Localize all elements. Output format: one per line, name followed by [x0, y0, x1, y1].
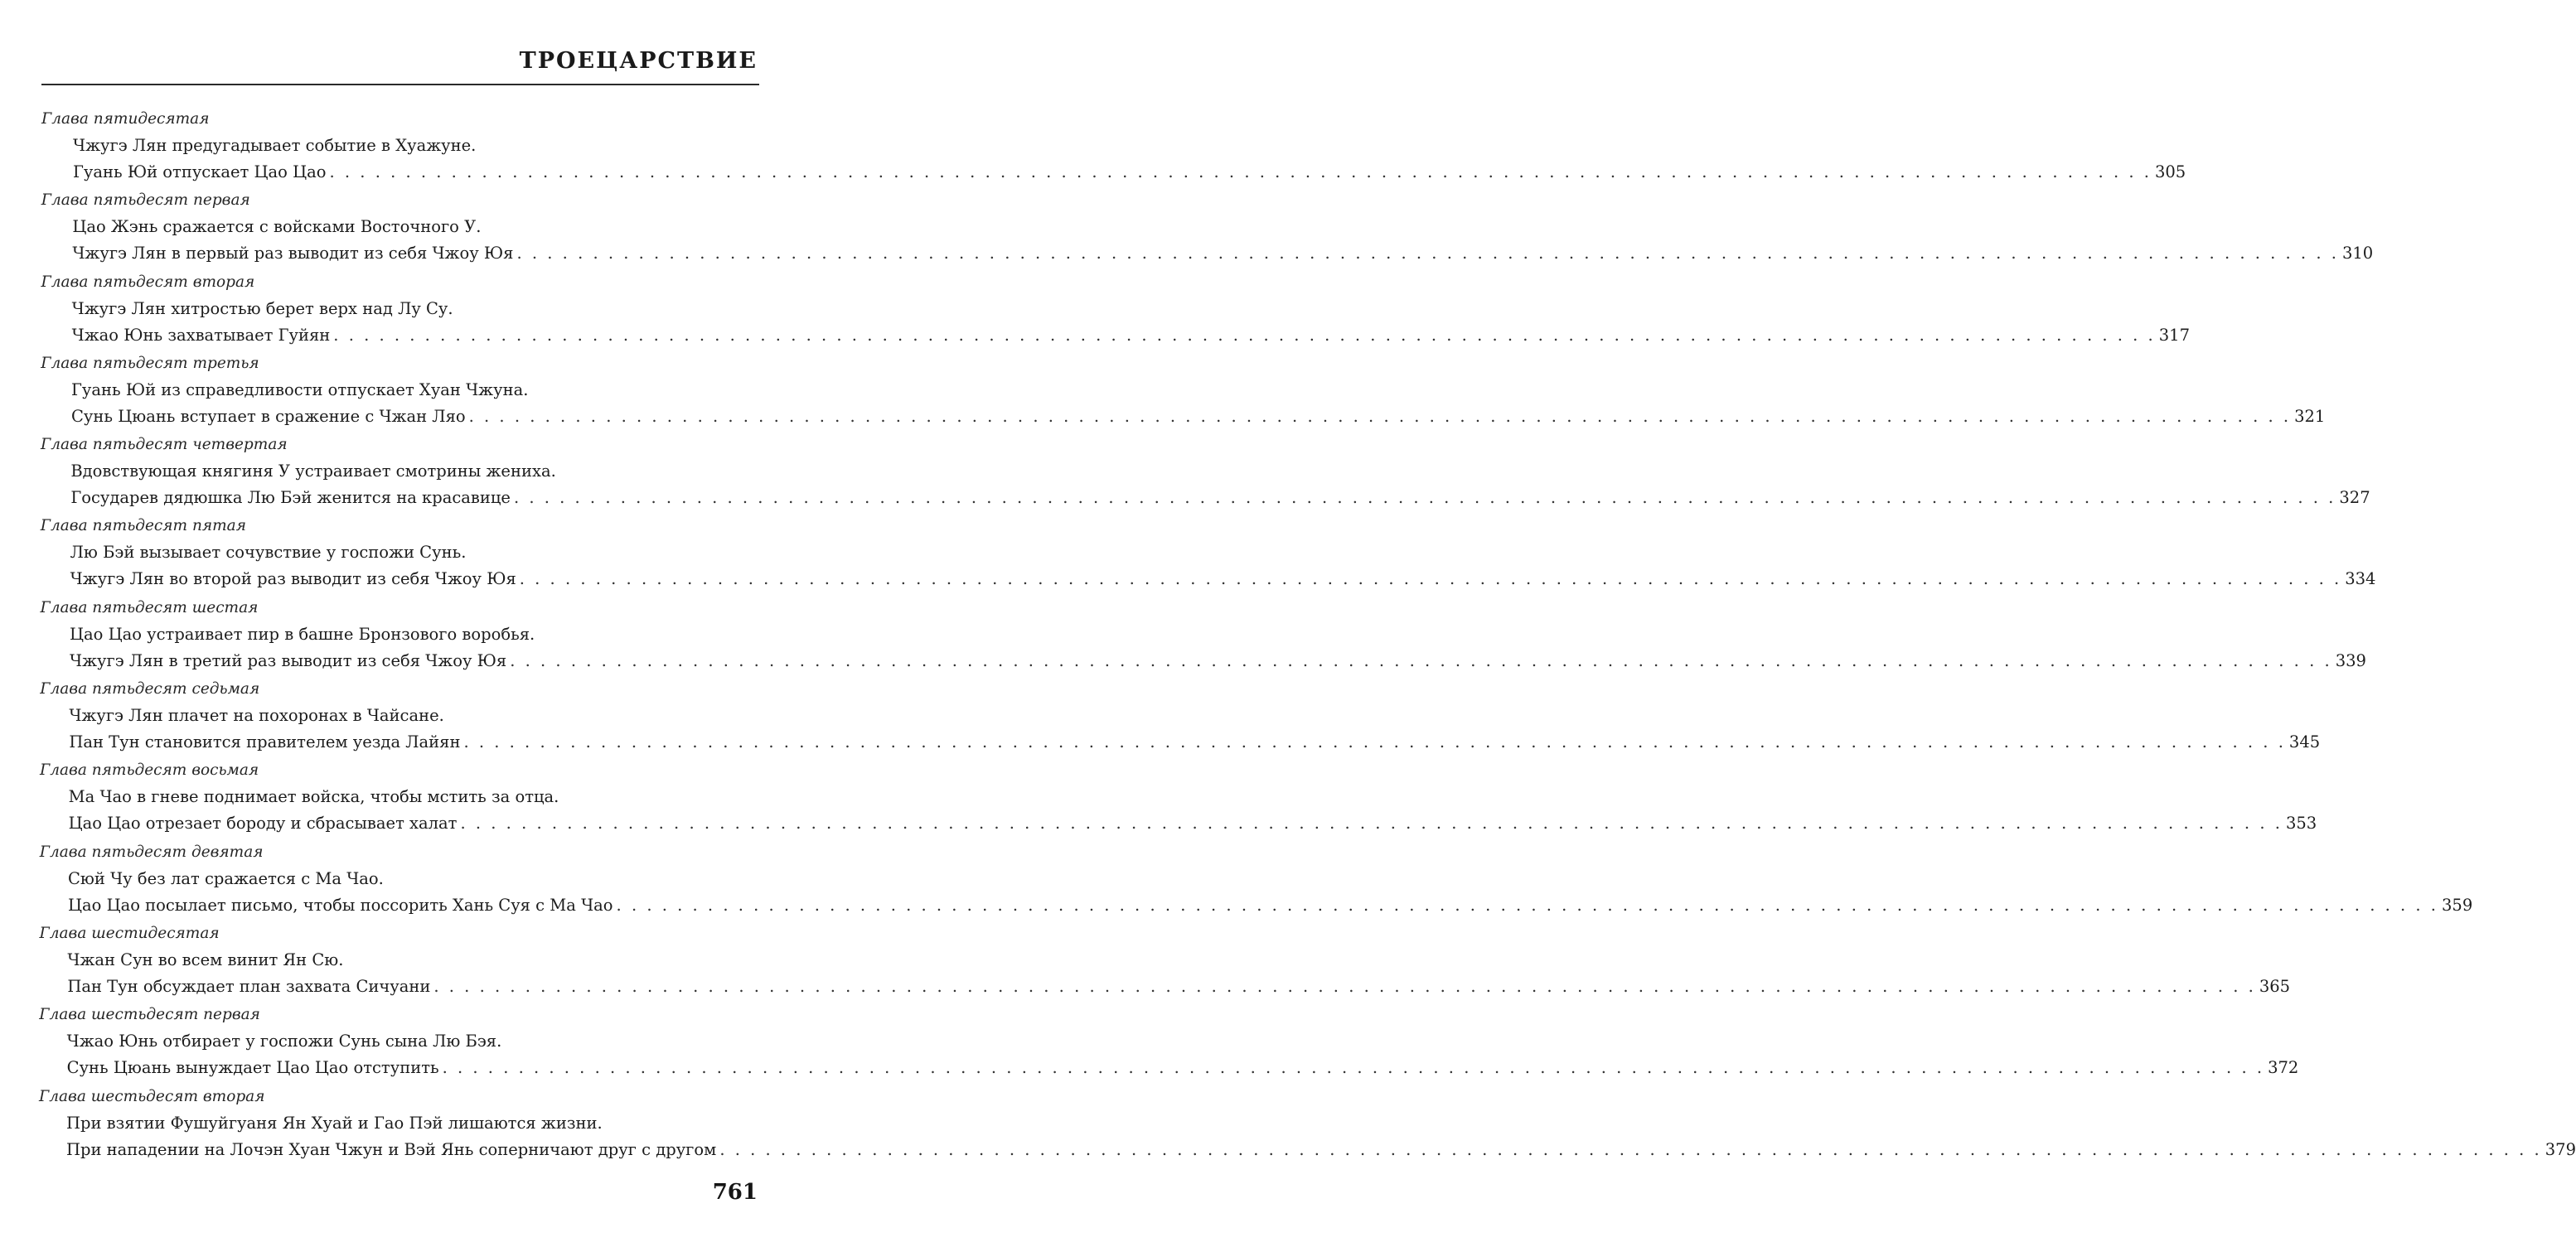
- chapter-title: Глава пятьдесят первая: [41, 191, 250, 210]
- chapter-page-number: 327: [2339, 488, 2370, 508]
- dot-leader: . . . . . . . . . . . . . . . . . . . . . . . . . . . . . . . . . . . . . . . . . . . . . . . . . . . . . . . . . . . . . . . . . . . . . . . . . . . . . . . . . . . . . . . . . . . . . . . . . . . . . . . . . . . . . . . . . . . . . . . .: [616, 895, 2438, 915]
- chapter-subtitle-line: При взятии Фушуйгуаня Ян Хуай и Гао Пэй лишаются жизни.: [66, 1113, 603, 1133]
- chapter-entry-line: [68, 892, 2473, 919]
- toc-entry: [0, 350, 2326, 432]
- chapter-entry-line: [71, 404, 2326, 430]
- toc-entry: [0, 269, 2190, 350]
- chapter-title: Глава пятьдесят вторая: [41, 273, 255, 291]
- chapter-page-number: 379: [2545, 1139, 2576, 1159]
- chapter-title: Глава шестьдесят вторая: [39, 1087, 265, 1105]
- chapter-title: Глава пятьдесят шестая: [40, 598, 259, 616]
- chapter-entry-text: Чжао Юнь захватывает Гуйян: [71, 325, 331, 345]
- chapter-page-number: 310: [2341, 244, 2374, 263]
- running-head-title: ТРОЕЦАРСТВИЕ: [519, 48, 758, 74]
- chapter-subtitle-line: Чжугэ Лян предугадывает событие в Хуажуне.: [73, 136, 477, 155]
- dot-leader: . . . . . . . . . . . . . . . . . . . . . . . . . . . . . . . . . . . . . . . . . . . . . . . . . . . . . . . . . . . . . . . . . . . . . . . . . . . . . . . . . . . . . . . . . . . . . . . . . . . . . . . . . . . . . . . . . . . . . . . .: [460, 814, 2283, 834]
- chapter-page-number: 345: [2288, 732, 2321, 752]
- toc-entry: [0, 595, 2366, 676]
- chapter-entry-line: [70, 648, 2366, 674]
- dot-leader: . . . . . . . . . . . . . . . . . . . . . . . . . . . . . . . . . . . . . . . . . . . . . . . . . . . . . . . . . . . . . . . . . . . . . . . . . . . . . . . . . . . . . . . . . . . . . . . . . . . . . . . . . . . . . . . . . . . . . . . .: [516, 244, 2339, 263]
- chapter-entry-line: [66, 1055, 2299, 1081]
- chapter-subtitle-line: Чжугэ Лян плачет на похоронах в Чайсане.: [69, 706, 444, 726]
- dot-leader: . . . . . . . . . . . . . . . . . . . . . . . . . . . . . . . . . . . . . . . . . . . . . . . . . . . . . . . . . . . . . . . . . . . . . . . . . . . . . . . . . . . . . . . . . . . . . . . . . . . . . . . . . . . . . . . . . . . . . . . .: [513, 488, 2336, 508]
- chapter-title: Глава пятьдесят девятая: [39, 843, 264, 861]
- chapter-entry-text: Государев дядюшка Лю Бэй женится на красавице: [70, 488, 511, 508]
- chapter-entry-text: Цао Цао посылает письмо, чтобы поссорить Хань Суя с Ма Чао: [68, 895, 613, 915]
- chapter-page-number: 365: [2259, 976, 2291, 996]
- chapter-page-number: 334: [2345, 569, 2376, 589]
- chapter-entry-text: Сунь Цюань вынуждает Цао Цао отступить: [66, 1058, 439, 1078]
- dot-leader: . . . . . . . . . . . . . . . . . . . . . . . . . . . . . . . . . . . . . . . . . . . . . . . . . . . . . . . . . . . . . . . . . . . . . . . . . . . . . . . . . . . . . . . . . . . . . . . . . . . . . . . . . . . . . . . . . . . . . . . .: [510, 650, 2332, 670]
- dot-leader: . . . . . . . . . . . . . . . . . . . . . . . . . . . . . . . . . . . . . . . . . . . . . . . . . . . . . . . . . . . . . . . . . . . . . . . . . . . . . . . . . . . . . . . . . . . . . . . . . . . . . . . . . . . . . . . . . . . . . . . .: [719, 1139, 2542, 1159]
- chapter-entry-line: [67, 974, 2291, 1000]
- chapter-subtitle-line: Цао Жэнь сражается с войсками Восточного У.: [72, 217, 482, 237]
- chapter-entry-line: [71, 322, 2190, 349]
- chapter-title: Глава пятидесятая: [41, 110, 210, 128]
- chapter-title: Глава пятьдесят четвертая: [41, 436, 288, 454]
- chapter-page-number: 339: [2335, 650, 2366, 670]
- toc-entry: [0, 757, 2317, 838]
- chapter-page-number: 372: [2268, 1058, 2299, 1078]
- chapter-entry-line: [68, 810, 2317, 837]
- chapter-title: Глава пятьдесят третья: [41, 354, 259, 372]
- dot-leader: . . . . . . . . . . . . . . . . . . . . . . . . . . . . . . . . . . . . . . . . . . . . . . . . . . . . . . . . . . . . . . . . . . . . . . . . . . . . . . . . . . . . . . . . . . . . . . . . . . . . . . . . . . . . . . . . . . . . . . . .: [463, 732, 2286, 752]
- dot-leader: . . . . . . . . . . . . . . . . . . . . . . . . . . . . . . . . . . . . . . . . . . . . . . . . . . . . . . . . . . . . . . . . . . . . . . . . . . . . . . . . . . . . . . . . . . . . . . . . . . . . . . . . . . . . . . . . . . . . . . . .: [519, 569, 2342, 589]
- chapter-title: Глава пятьдесят пятая: [40, 517, 246, 535]
- dot-leader: . . . . . . . . . . . . . . . . . . . . . . . . . . . . . . . . . . . . . . . . . . . . . . . . . . . . . . . . . . . . . . . . . . . . . . . . . . . . . . . . . . . . . . . . . . . . . . . . . . . . . . . . . . . . . . . . . . . . . . . .: [329, 162, 2152, 181]
- chapter-entry-text: Гуань Юй отпускает Цао Цао: [73, 162, 327, 181]
- dot-leader: . . . . . . . . . . . . . . . . . . . . . . . . . . . . . . . . . . . . . . . . . . . . . . . . . . . . . . . . . . . . . . . . . . . . . . . . . . . . . . . . . . . . . . . . . . . . . . . . . . . . . . . . . . . . . . . . . . . . . . . .: [468, 406, 2292, 426]
- toc-entry: [0, 513, 2376, 594]
- chapter-entry-line: [73, 159, 2186, 186]
- dot-leader: . . . . . . . . . . . . . . . . . . . . . . . . . . . . . . . . . . . . . . . . . . . . . . . . . . . . . . . . . . . . . . . . . . . . . . . . . . . . . . . . . . . . . . . . . . . . . . . . . . . . . . . . . . . . . . . . . . . . . . . .: [333, 325, 2156, 345]
- chapter-entry-line: [70, 566, 2376, 592]
- chapter-entry-text: Чжугэ Лян во второй раз выводит из себя Чжоу Юя: [70, 569, 516, 589]
- toc-entry: [0, 1084, 2576, 1165]
- chapter-subtitle-line: Чжан Сун во всем винит Ян Сю.: [67, 950, 344, 969]
- chapter-page-number: 317: [2158, 325, 2190, 345]
- chapter-subtitle-line: Чжао Юнь отбирает у госпожи Сунь сына Лю Бэя.: [66, 1032, 502, 1051]
- toc-entry: [0, 1002, 2299, 1083]
- chapter-entry-line: [70, 485, 2370, 511]
- toc-entry: [0, 187, 2374, 268]
- chapter-entry-text: Пан Тун обсуждает план захвата Сичуани: [67, 976, 431, 996]
- toc-entry: [0, 921, 2291, 1002]
- chapter-entry-line: [69, 729, 2321, 756]
- chapter-title: Глава пятьдесят восьмая: [40, 761, 259, 780]
- chapter-page-number: 359: [2442, 895, 2473, 915]
- chapter-subtitle-line: Лю Бэй вызывает сочувствие у госпожи Сунь.: [70, 543, 467, 563]
- chapter-subtitle-line: Вдовствующая княгиня У устраивает смотрины жениха.: [70, 462, 556, 481]
- chapter-entry-text: При нападении на Лочэн Хуан Чжун и Вэй Янь соперничают друг с другом: [66, 1139, 717, 1159]
- chapter-entry-text: Пан Тун становится правителем уезда Лайян: [69, 732, 461, 752]
- header-divider: [41, 84, 759, 85]
- chapter-subtitle-line: Сюй Чу без лат сражается с Ма Чао.: [68, 868, 384, 888]
- chapter-title: Глава пятьдесят седьмая: [40, 680, 260, 698]
- dot-leader: . . . . . . . . . . . . . . . . . . . . . . . . . . . . . . . . . . . . . . . . . . . . . . . . . . . . . . . . . . . . . . . . . . . . . . . . . . . . . . . . . . . . . . . . . . . . . . . . . . . . . . . . . . . . . . . . . . . . . . . .: [442, 1058, 2265, 1078]
- chapter-title: Глава шестидесятая: [39, 924, 220, 942]
- toc-entry: [0, 839, 2473, 921]
- chapter-subtitle-line: Чжугэ Лян хитростью берет верх над Лу Су.: [71, 298, 453, 318]
- toc-entry: [0, 106, 2186, 187]
- chapter-entry-text: Сунь Цюань вступает в сражение с Чжан Ляо: [71, 406, 466, 426]
- chapter-subtitle-line: Гуань Юй из справедливости отпускает Хуан Чжуна.: [71, 379, 529, 399]
- chapter-entry-line: [66, 1137, 2576, 1163]
- page-number: 761: [712, 1180, 758, 1205]
- chapter-entry-line: [72, 240, 2374, 267]
- chapter-page-number: 305: [2154, 162, 2186, 181]
- chapter-title: Глава шестьдесят первая: [39, 1006, 260, 1024]
- toc-entry: [0, 676, 2321, 757]
- toc-entry: [0, 432, 2370, 513]
- table-of-contents: [0, 106, 2576, 1165]
- chapter-page-number: 321: [2294, 406, 2326, 426]
- chapter-subtitle-line: Цао Цао устраивает пир в башне Бронзового воробья.: [70, 624, 535, 644]
- chapter-subtitle-line: Ма Чао в гневе поднимает войска, чтобы мстить за отца.: [68, 787, 559, 807]
- dot-leader: . . . . . . . . . . . . . . . . . . . . . . . . . . . . . . . . . . . . . . . . . . . . . . . . . . . . . . . . . . . . . . . . . . . . . . . . . . . . . . . . . . . . . . . . . . . . . . . . . . . . . . . . . . . . . . . . . . . . . . . .: [433, 976, 2256, 996]
- chapter-entry-text: Цао Цао отрезает бороду и сбрасывает халат: [68, 814, 458, 834]
- chapter-page-number: 353: [2285, 814, 2317, 834]
- chapter-entry-text: Чжугэ Лян в первый раз выводит из себя Чжоу Юя: [72, 244, 514, 263]
- chapter-entry-text: Чжугэ Лян в третий раз выводит из себя Чжоу Юя: [70, 650, 507, 670]
